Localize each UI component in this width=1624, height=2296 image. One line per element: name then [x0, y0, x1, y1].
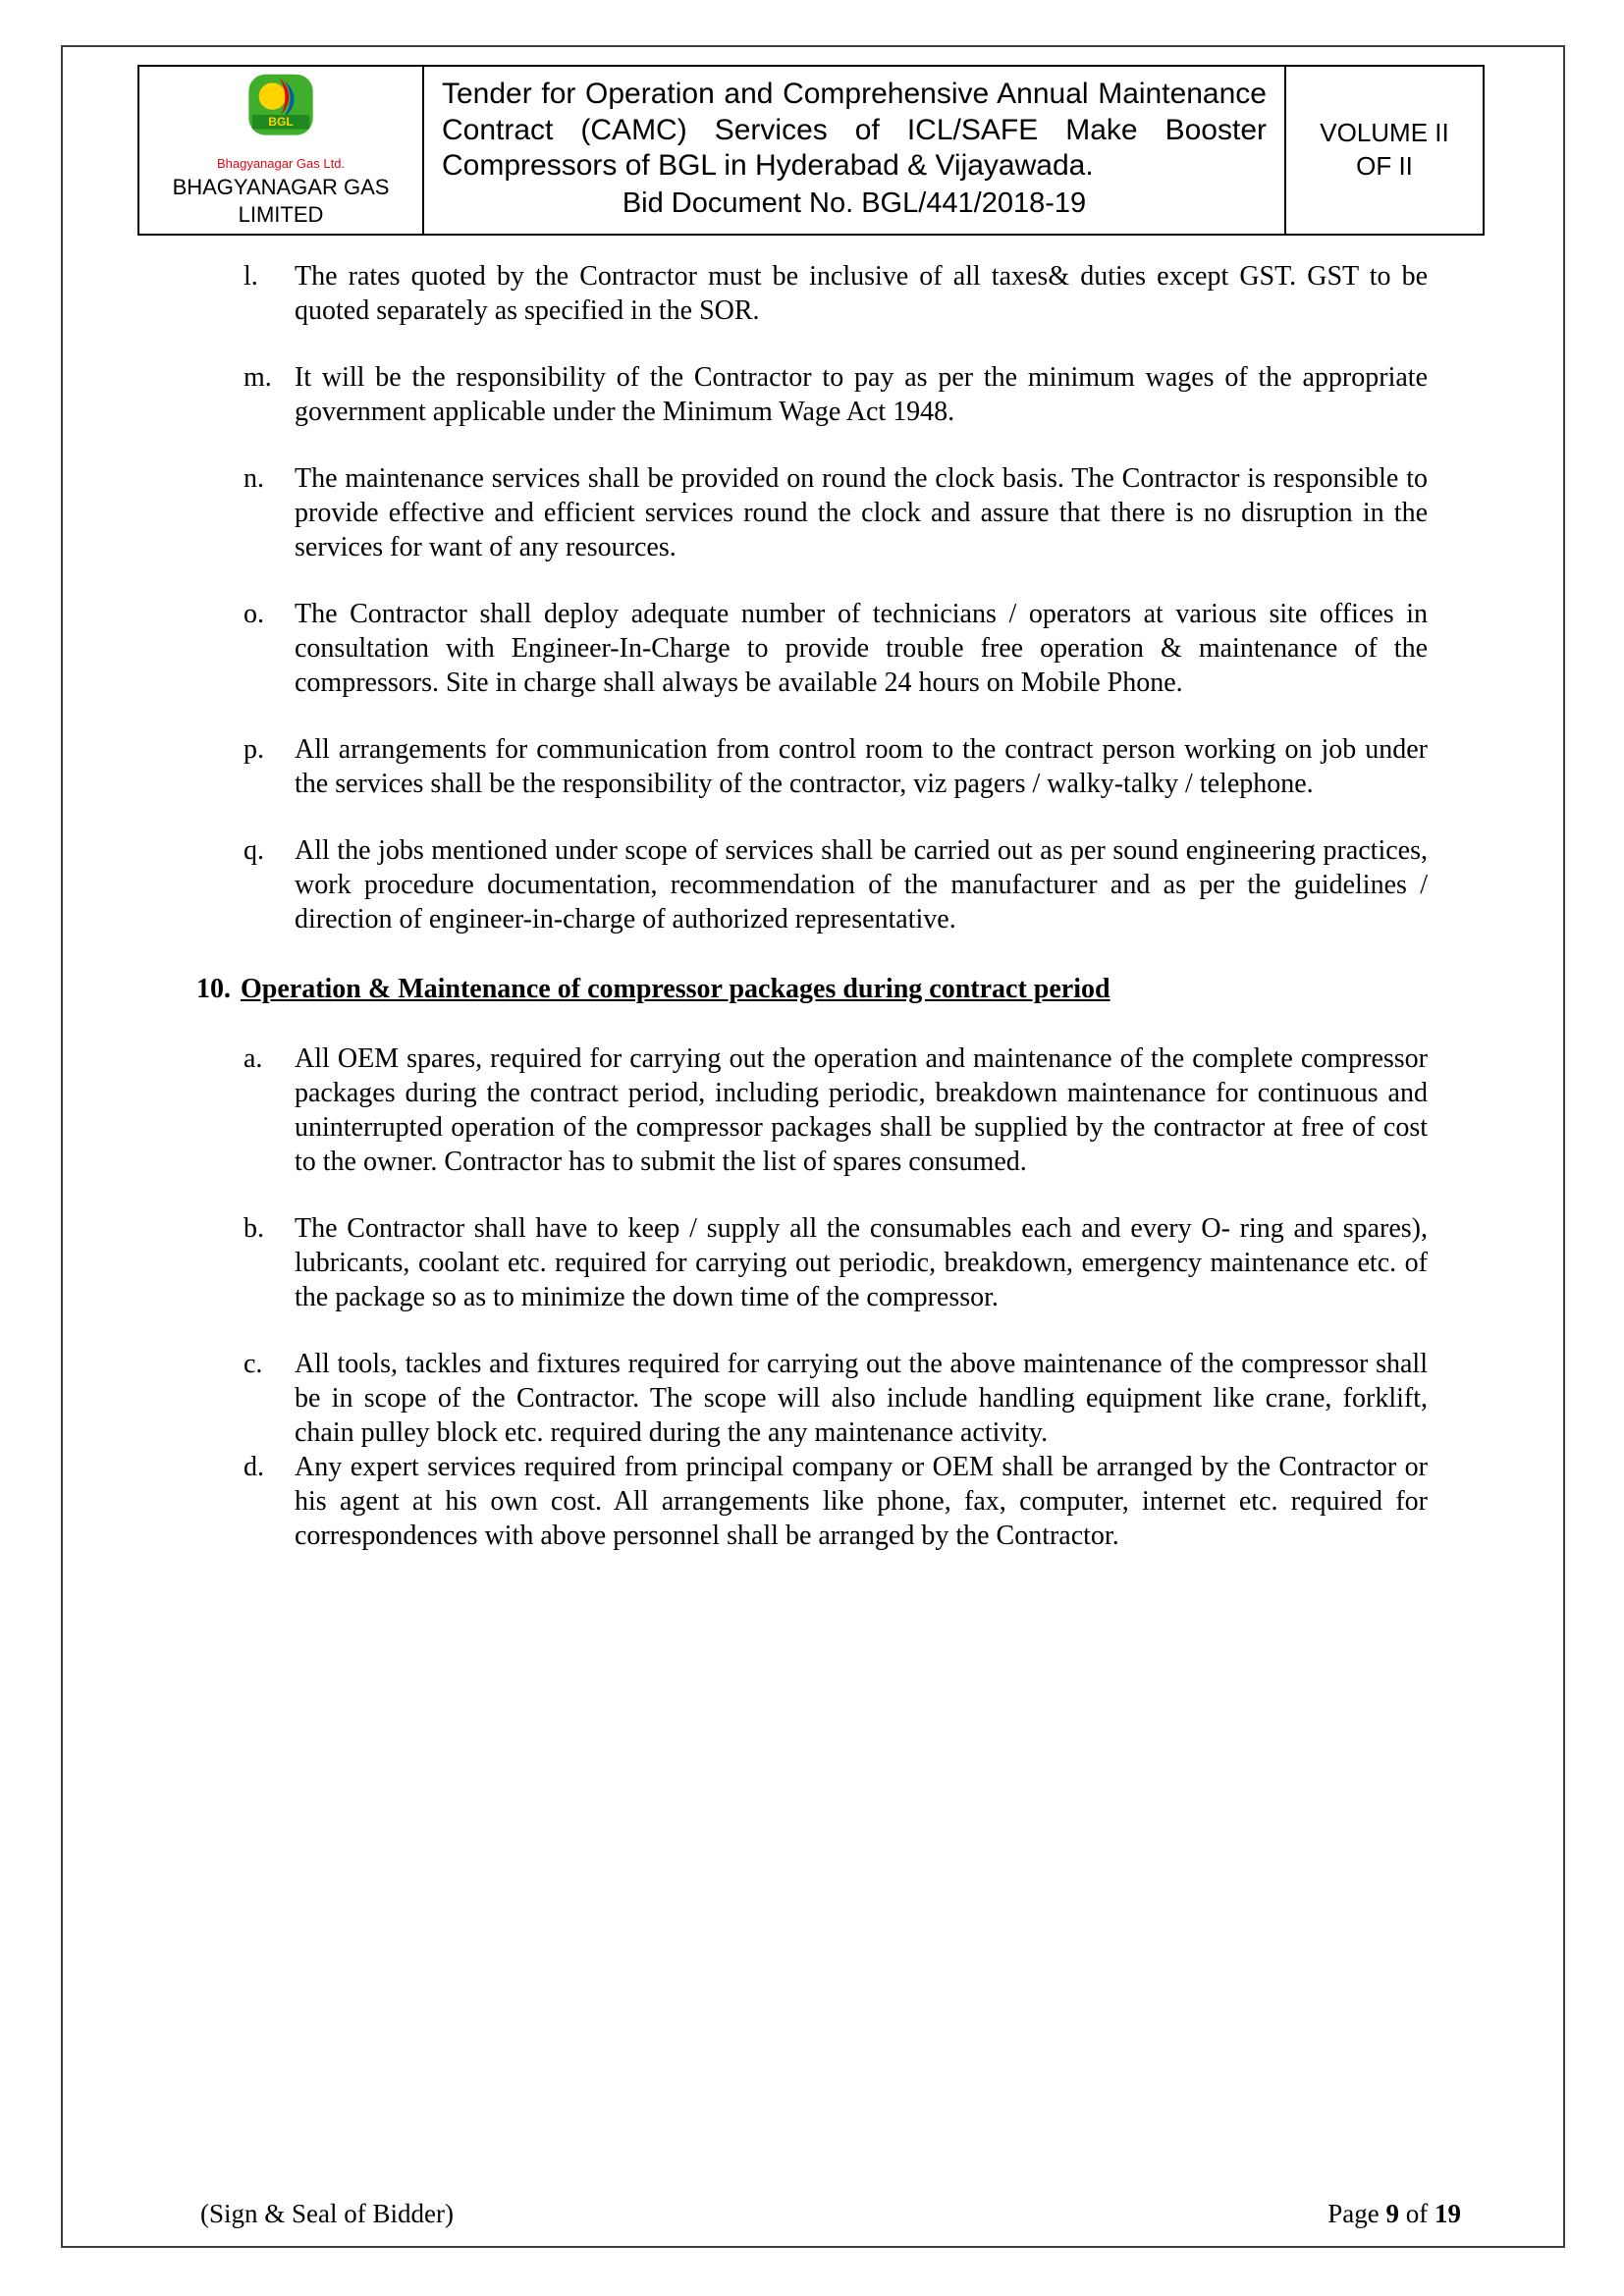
clause-text: Any expert services required from principal company or OEM shall be arranged by the Contractor or his agent at his own cost. All arrangements like phone, fax, computer, internet etc. required for correspondences with above personnel shall be arranged by the Contractor.	[295, 1452, 1428, 1552]
section-number: 10.	[196, 974, 231, 1005]
clause-label: n.	[244, 463, 264, 495]
section-title: Operation & Maintenance of compressor packages during contract period	[241, 974, 1110, 1005]
clause-text: All tools, tackles and fixtures required for carrying out the above maintenance of the compressor shall be in scope of the Contractor. The scope will also include handling equipment like crane, forklift, chain pulley block etc. required during the any maintenance activity.	[295, 1349, 1428, 1449]
volume-label-cell	[1284, 67, 1483, 234]
page-of-word: of	[1405, 2199, 1429, 2228]
document-header	[137, 65, 1485, 236]
logo-caption: Bhagyanagar Gas Ltd.	[216, 156, 346, 171]
org-identity-cell	[139, 67, 422, 234]
page-word: Page	[1327, 2199, 1380, 2228]
clause-text: It will be the responsibility of the Contractor to pay as per the minimum wages of the appropriate government applicable under the Minimum Wage Act 1948.	[295, 362, 1428, 428]
page-border	[61, 45, 1565, 2248]
tender-title: Tender for Operation and Comprehensive Annual Maintenance Contract (CAMC) Services of ICL/SAFE Make Booster Compressors of BGL in Hyderabad & Vijayawada.	[442, 78, 1267, 183]
clause-label: b.	[244, 1213, 264, 1245]
bid-document-number: Bid Document No. BGL/441/2018-19	[622, 187, 1087, 219]
tender-title-cell	[422, 67, 1284, 234]
page-total: 19	[1435, 2199, 1461, 2228]
clause-label: a.	[244, 1043, 263, 1075]
clause-text: The maintenance services shall be provided on round the clock basis. The Contractor is responsible to provide effective and efficient services round the clock and assure that there is no disruption in the services for want of any resources.	[295, 463, 1428, 563]
clause-label: d.	[244, 1452, 264, 1483]
page-indicator	[1327, 2199, 1461, 2229]
clause-text: The rates quoted by the Contractor must be inclusive of all taxes& duties except GST. GST to be quoted separately as specified in the SOR.	[295, 261, 1428, 327]
clause-label: p.	[244, 734, 264, 766]
volume-line2: OF II	[1356, 151, 1413, 182]
clause-text: The Contractor shall deploy adequate number of technicians / operators at various site offices in consultation with Engineer-In-Charge to provide trouble free operation & maintenance of the compressors. Site in charge shall always be available 24 hours on Mobile Phone.	[295, 599, 1428, 699]
logo-bgl-text: BGL	[268, 115, 294, 130]
clause-label: m.	[244, 362, 272, 394]
clause-text: The Contractor shall have to keep / supply all the consumables each and every O- ring and spares), lubricants, coolant etc. required for carrying out periodic, breakdown, emergency maintenance etc. of the package so as to minimize the down time of the compressor.	[295, 1213, 1428, 1313]
bgl-logo-icon	[230, 73, 332, 157]
clause-label: l.	[244, 261, 258, 293]
volume-line1: VOLUME II	[1320, 118, 1449, 148]
clause-text: All OEM spares, required for carrying out the operation and maintenance of the complete compressor packages during the contract period, including periodic, breakdown maintenance for continuous and uninterrupted operation of the compressor packages shall be supplied by the contractor at free of cost to the owner. Contractor has to submit the list of spares consumed.	[295, 1043, 1428, 1178]
clause-text: All arrangements for communication from control room to the contract person working on job under the services shall be the responsibility of the contractor, viz pagers / walky-talky / telephone.	[295, 734, 1428, 800]
org-name-line2: LIMITED	[238, 201, 324, 227]
page-current: 9	[1385, 2199, 1399, 2228]
sign-seal-label: (Sign & Seal of Bidder)	[200, 2199, 454, 2228]
page-footer	[200, 2199, 1461, 2229]
org-name	[173, 174, 390, 228]
clause-label: c.	[244, 1349, 263, 1380]
org-name-line1: BHAGYANAGAR GAS	[172, 175, 390, 200]
clause-text: All the jobs mentioned under scope of services shall be carried out as per sound engineering practices, work procedure documentation, recommendation of the manufacturer and as per the guidelines / direction of engineer-in-charge of authorized representative.	[295, 835, 1428, 935]
clause-label: o.	[244, 599, 264, 630]
clause-label: q.	[244, 835, 264, 867]
